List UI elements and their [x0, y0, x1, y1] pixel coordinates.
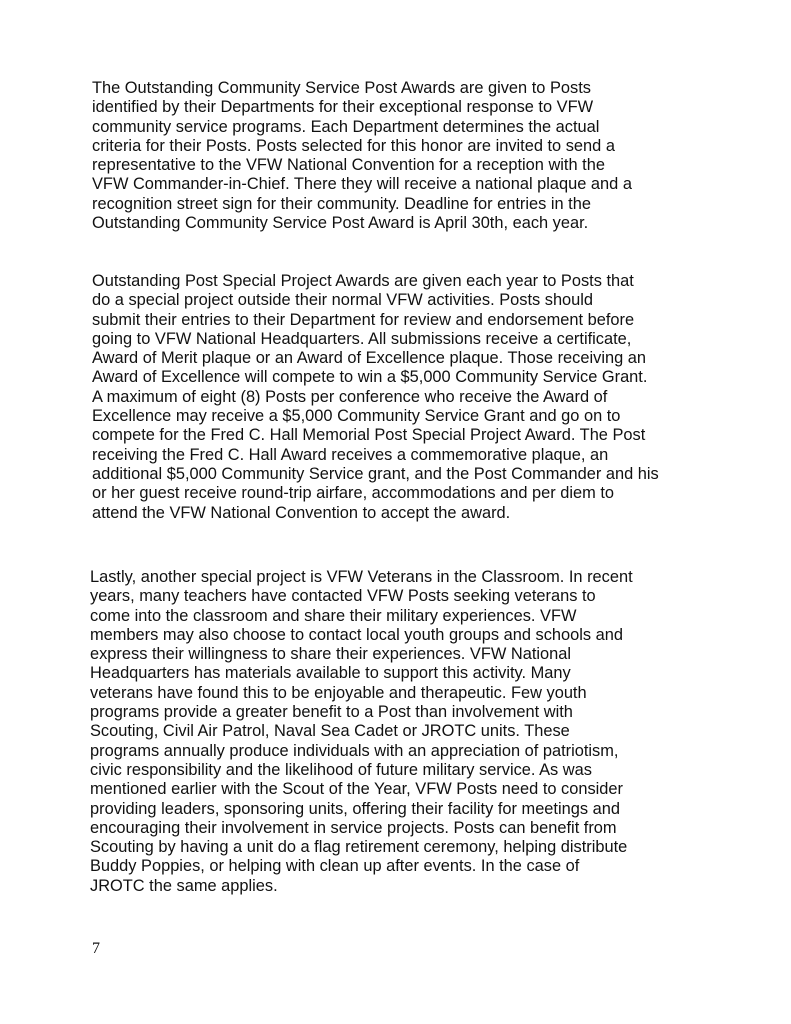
text-line: mentioned earlier with the Scout of the Year, VFW Posts need to consider	[90, 780, 623, 799]
text-line: Buddy Poppies, or helping with clean up after events. In the case of	[90, 857, 580, 876]
text-line: community service programs. Each Department determines the actual	[92, 117, 600, 136]
text-line: Award of Excellence will compete to win a $5,000 Community Service Grant.	[92, 368, 648, 387]
text-line: recognition street sign for their community. Deadline for entries in the	[92, 194, 591, 213]
text-line: civic responsibility and the likelihood of future military service. As was	[90, 760, 592, 779]
text-line: JROTC the same applies.	[90, 876, 278, 895]
text-line: veterans have found this to be enjoyable and therapeutic. Few youth	[90, 683, 587, 702]
paragraph-special-project-awards	[92, 272, 659, 523]
text-line: representative to the VFW National Convention for a reception with the	[92, 156, 605, 175]
text-line: Headquarters has materials available to support this activity. Many	[90, 664, 571, 683]
text-line: Outstanding Community Service Post Award is April 30th, each year.	[92, 214, 589, 233]
text-line: Excellence may receive a $5,000 Community Service Grant and go on to	[92, 407, 621, 426]
text-line: years, many teachers have contacted VFW Posts seeking veterans to	[90, 587, 596, 606]
text-line: programs annually produce individuals with an appreciation of patriotism,	[90, 741, 619, 760]
text-line: criteria for their Posts. Posts selected for this honor are invited to send a	[92, 136, 615, 155]
text-line: The Outstanding Community Service Post Awards are given to Posts	[92, 79, 591, 97]
text-line: attend the VFW National Convention to accept the award.	[92, 503, 511, 522]
text-line: Scouting by having a unit do a flag retirement ceremony, helping distribute	[90, 838, 628, 857]
text-line: A maximum of eight (8) Posts per conference who receive the Award of	[92, 387, 608, 406]
page-number: 7	[92, 940, 100, 957]
text-line: do a special project outside their normal VFW activities. Posts should	[92, 291, 594, 310]
text-line: express their willingness to share their experiences. VFW National	[90, 645, 572, 664]
text-line: encouraging their involvement in service projects. Posts can benefit from	[90, 818, 617, 837]
text-line: come into the classroom and share their military experiences. VFW	[90, 606, 577, 625]
text-line: VFW Commander-in-Chief. There they will receive a national plaque and a	[92, 175, 632, 194]
text-line: additional $5,000 Community Service grant, and the Post Commander and his	[92, 464, 659, 483]
text-line: Lastly, another special project is VFW Veterans in the Classroom. In recent	[90, 568, 633, 586]
text-line: Outstanding Post Special Project Awards are given each year to Posts that	[92, 272, 634, 290]
text-line: compete for the Fred C. Hall Memorial Post Special Project Award. The Post	[92, 426, 646, 445]
text-line: identified by their Departments for their exceptional response to VFW	[92, 98, 594, 117]
text-line: receiving the Fred C. Hall Award receives a commemorative plaque, an	[92, 445, 609, 464]
paragraph-veterans-in-classroom	[90, 568, 633, 896]
paragraph-community-service-awards	[92, 79, 632, 233]
text-line: members may also choose to contact local youth groups and schools and	[90, 625, 623, 644]
text-line: providing leaders, sponsoring units, offering their facility for meetings and	[90, 799, 620, 818]
text-line: Scouting, Civil Air Patrol, Naval Sea Cadet or JROTC units. These	[90, 722, 570, 741]
text-line: programs provide a greater benefit to a Post than involvement with	[90, 703, 573, 722]
text-line: going to VFW National Headquarters. All submissions receive a certificate,	[92, 329, 632, 348]
text-line: or her guest receive round-trip airfare, accommodations and per diem to	[92, 484, 615, 503]
text-line: Award of Merit plaque or an Award of Excellence plaque. Those receiving an	[92, 349, 646, 368]
text-line: submit their entries to their Department for review and endorsement before	[92, 310, 635, 329]
